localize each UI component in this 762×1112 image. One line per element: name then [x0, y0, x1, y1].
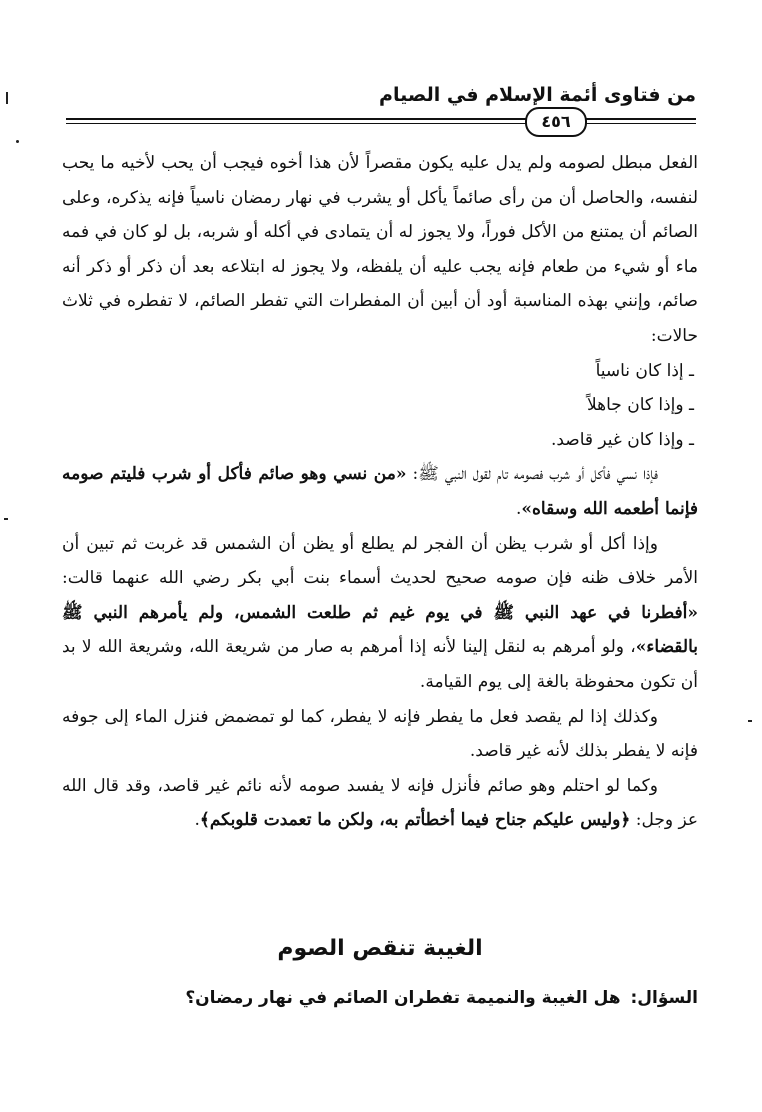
body-text [62, 146, 698, 838]
running-header [66, 84, 696, 114]
paragraph-text: وكما لو احتلم وهو صائم فأنزل فإنه لا يفسد صومه لأنه نائم غير قاصد، وقد قال الله عز وجل: [62, 775, 698, 831]
scan-mark [16, 140, 19, 143]
paragraph-text: وإذا أكل أو شرب يظن أن الفجر لم يطلع أو يظن أن الشمس قد غربت ثم تبين أن الأمر خلاف ظنه فإن صومه صحيح لحديث أسماء بنت أبي بكر رضي الله عنهما قالت: [62, 533, 698, 589]
header-rule [66, 118, 696, 120]
paragraph-text: . [194, 810, 200, 831]
book-title: من فتاوى أئمة الإسلام في الصيام [379, 84, 696, 106]
hadith-quote: «من نسي وهو صائم فأكل أو شرب فليتم صومه فإنما أطعمه الله وسقاه» [62, 464, 698, 519]
list-item: ـ وإذا كان غير قاصد. [550, 429, 694, 450]
paragraph-text: ، ولو أمرهم به لنقل إلينا لأنه إذا أمرهم به صار من شريعة الله، وشريعة الله لا بد أن تكون محفوظة بالغة إلى يوم القيامة. [62, 637, 698, 692]
header-rule-thin [66, 123, 696, 124]
list-item: ـ إذا كان ناسياً [595, 360, 694, 381]
hadith-quote: «أفطرنا في عهد النبي ﷺ في يوم غيم ثم طلعت الشمس، ولم يأمرهم النبي ﷺ بالقضاء» [62, 602, 698, 658]
scan-mark [4, 518, 8, 520]
paragraph [62, 769, 698, 838]
list-item: ـ وإذا كان جاهلاً [587, 395, 694, 416]
quran-quote: ﴿وليس عليكم جناح فيما أخطأتم به، ولكن ما تعمدت قلوبكم﴾ [199, 810, 631, 831]
scan-mark [748, 720, 752, 722]
paragraph: وكذلك إذا لم يقصد فعل ما يفطر فإنه لا يفطر، كما لو تمضمض فنزل الماء إلى جوفه فإنه لا يفطر بذلك لأنه غير قاصد. [62, 706, 698, 762]
question [62, 988, 698, 1008]
scan-mark [6, 92, 8, 104]
question-label: السؤال: [630, 988, 698, 1008]
question-text: هل الغيبة والنميمة تفطران الصائم في نهار رمضان؟ [185, 988, 621, 1008]
paragraph [62, 457, 698, 526]
paragraph [62, 527, 698, 700]
paragraph-text: فإذا نسي فأكل أو شرب فصومه تام لقول النبي ﷺ: [406, 464, 658, 485]
paragraph-text: . [515, 498, 522, 519]
paragraph: الفعل مبطل لصومه ولم يدل عليه يكون مقصراً لأن هذا أخوه فيجب أن يحب لأخيه ما يحب لنفسه، والحاصل أن من رأى صائماً يأكل أو يشرب في نهار رمضان ناسياً فإنه يذكره، وعلى الصائم أن يمتنع من الأكل فوراً، ولا يجوز له أن يتمادى في أكله أو شربه، بل لو كان في فمه ماء أو شيء من طعام فإنه يجب عليه أن يلفظه، ولا يجوز له ابتلاعه بعد أن ذكر أو ذكر أنه صائم، وإنني بهذه المناسبة أود أن أبين أن المفطرات التي تفطر الصائم، لا تفطره في ثلاث حالات: [62, 153, 698, 346]
section-heading: الغيبة تنقص الصوم [277, 936, 483, 961]
page-number: ٤٥٦ [525, 107, 587, 137]
